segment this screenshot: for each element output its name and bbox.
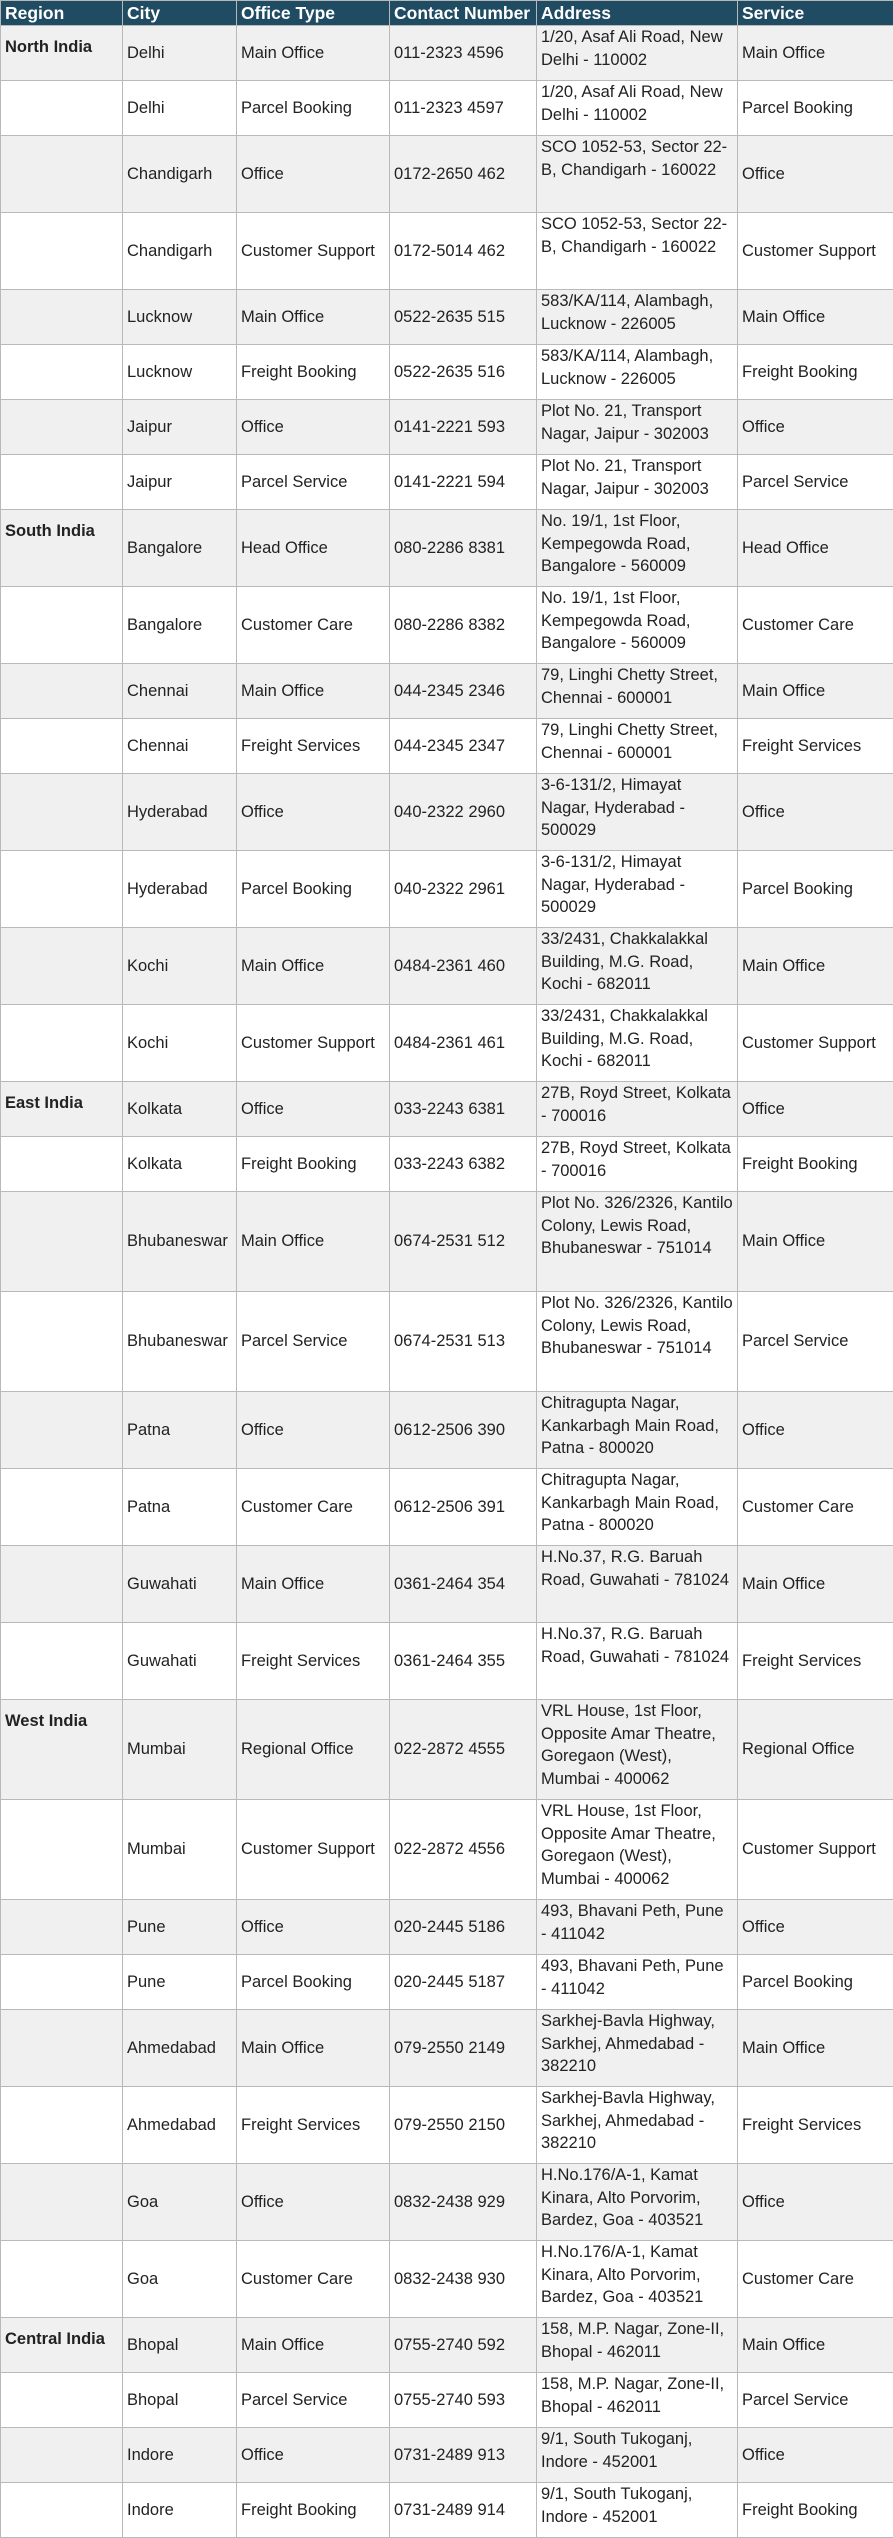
- table-row: [1, 1800, 893, 1900]
- office-type-cell: Regional Office: [237, 1700, 390, 1800]
- service-cell: Customer Support: [738, 1800, 893, 1900]
- header-service[interactable]: Service: [738, 1, 893, 26]
- city-cell: Hyderabad: [123, 851, 237, 928]
- table-row: [1, 1005, 893, 1082]
- service-cell: Customer Care: [738, 1469, 893, 1546]
- address-cell: 9/1, South Tukoganj, Indore - 452001: [537, 2483, 738, 2538]
- service-cell: Office: [738, 774, 893, 851]
- office-type-cell: Office: [237, 774, 390, 851]
- table-row: [1, 2373, 893, 2428]
- address-cell: Sarkhej-Bavla Highway, Sarkhej, Ahmedabad - 382210: [537, 2010, 738, 2087]
- service-cell: Head Office: [738, 510, 893, 587]
- city-cell: Bangalore: [123, 587, 237, 664]
- contact-number-cell: 079-2550 2149: [390, 2010, 537, 2087]
- service-cell: Customer Care: [738, 587, 893, 664]
- table-row: [1, 774, 893, 851]
- address-cell: Chitragupta Nagar, Kankarbagh Main Road, Patna - 800020: [537, 1392, 738, 1469]
- city-cell: Bhubaneswar: [123, 1192, 237, 1292]
- region-cell: [1, 1800, 123, 1900]
- office-type-cell: Customer Care: [237, 2241, 390, 2318]
- contact-number-cell: 0172-5014 462: [390, 213, 537, 290]
- address-cell: SCO 1052-53, Sector 22-B, Chandigarh - 160022: [537, 136, 738, 213]
- office-type-cell: Main Office: [237, 2318, 390, 2373]
- office-type-cell: Freight Services: [237, 1623, 390, 1700]
- service-cell: Customer Support: [738, 1005, 893, 1082]
- service-cell: Office: [738, 1900, 893, 1955]
- region-cell: [1, 1005, 123, 1082]
- table-row: [1, 2087, 893, 2164]
- header-region[interactable]: Region: [1, 1, 123, 26]
- region-cell: [1, 1546, 123, 1623]
- city-cell: Delhi: [123, 26, 237, 81]
- service-cell: Main Office: [738, 2010, 893, 2087]
- address-cell: 158, M.P. Nagar, Zone-II, Bhopal - 462011: [537, 2373, 738, 2428]
- region-cell: [1, 2241, 123, 2318]
- address-cell: VRL House, 1st Floor, Opposite Amar Theatre, Goregaon (West), Mumbai - 400062: [537, 1700, 738, 1800]
- city-cell: Mumbai: [123, 1800, 237, 1900]
- city-cell: Bhopal: [123, 2318, 237, 2373]
- contact-number-cell: 0484-2361 461: [390, 1005, 537, 1082]
- city-cell: Indore: [123, 2483, 237, 2538]
- service-cell: Regional Office: [738, 1700, 893, 1800]
- address-cell: 583/KA/114, Alambagh, Lucknow - 226005: [537, 345, 738, 400]
- table-row: [1, 1469, 893, 1546]
- city-cell: Patna: [123, 1469, 237, 1546]
- table-row: [1, 290, 893, 345]
- address-cell: 9/1, South Tukoganj, Indore - 452001: [537, 2428, 738, 2483]
- office-type-cell: Office: [237, 136, 390, 213]
- contact-number-cell: 0612-2506 391: [390, 1469, 537, 1546]
- region-cell: [1, 2483, 123, 2538]
- table-row: [1, 2428, 893, 2483]
- contact-number-cell: 079-2550 2150: [390, 2087, 537, 2164]
- office-type-cell: Office: [237, 1900, 390, 1955]
- office-type-cell: Customer Support: [237, 213, 390, 290]
- city-cell: Indore: [123, 2428, 237, 2483]
- city-cell: Pune: [123, 1900, 237, 1955]
- region-cell: [1, 2428, 123, 2483]
- contact-number-cell: 040-2322 2961: [390, 851, 537, 928]
- region-cell: [1, 2010, 123, 2087]
- header-contact-number[interactable]: Contact Number: [390, 1, 537, 26]
- office-type-cell: Parcel Booking: [237, 1955, 390, 2010]
- contact-number-cell: 0612-2506 390: [390, 1392, 537, 1469]
- city-cell: Kochi: [123, 1005, 237, 1082]
- city-cell: Guwahati: [123, 1546, 237, 1623]
- office-type-cell: Parcel Service: [237, 1292, 390, 1392]
- contact-number-cell: 022-2872 4555: [390, 1700, 537, 1800]
- region-cell: [1, 774, 123, 851]
- city-cell: Mumbai: [123, 1700, 237, 1800]
- office-type-cell: Parcel Service: [237, 2373, 390, 2428]
- contact-number-cell: 0755-2740 593: [390, 2373, 537, 2428]
- table-row: [1, 1700, 893, 1800]
- service-cell: Freight Booking: [738, 2483, 893, 2538]
- office-type-cell: Parcel Booking: [237, 851, 390, 928]
- contact-number-cell: 0141-2221 593: [390, 400, 537, 455]
- city-cell: Bhubaneswar: [123, 1292, 237, 1392]
- address-cell: SCO 1052-53, Sector 22-B, Chandigarh - 160022: [537, 213, 738, 290]
- address-cell: VRL House, 1st Floor, Opposite Amar Theatre, Goregaon (West), Mumbai - 400062: [537, 1800, 738, 1900]
- table-row: [1, 664, 893, 719]
- table-row: [1, 1137, 893, 1192]
- service-cell: Main Office: [738, 2318, 893, 2373]
- office-type-cell: Office: [237, 2164, 390, 2241]
- region-cell: [1, 1192, 123, 1292]
- address-cell: 3-6-131/2, Himayat Nagar, Hyderabad - 500029: [537, 774, 738, 851]
- contact-number-cell: 022-2872 4556: [390, 1800, 537, 1900]
- service-cell: Customer Support: [738, 213, 893, 290]
- contact-number-cell: 0484-2361 460: [390, 928, 537, 1005]
- region-cell: [1, 928, 123, 1005]
- office-type-cell: Main Office: [237, 26, 390, 81]
- region-cell: [1, 400, 123, 455]
- header-office-type[interactable]: Office Type: [237, 1, 390, 26]
- table-row: [1, 400, 893, 455]
- region-cell: [1, 1955, 123, 2010]
- address-cell: 33/2431, Chakkalakkal Building, M.G. Road, Kochi - 682011: [537, 1005, 738, 1082]
- region-cell: [1, 1392, 123, 1469]
- region-cell: [1, 664, 123, 719]
- city-cell: Pune: [123, 1955, 237, 2010]
- header-city[interactable]: City: [123, 1, 237, 26]
- table-row: [1, 1623, 893, 1700]
- address-cell: Plot No. 21, Transport Nagar, Jaipur - 302003: [537, 455, 738, 510]
- table-row: [1, 587, 893, 664]
- table-row: [1, 2010, 893, 2087]
- region-cell: [1, 1137, 123, 1192]
- city-cell: Patna: [123, 1392, 237, 1469]
- office-type-cell: Customer Care: [237, 587, 390, 664]
- service-cell: Main Office: [738, 1546, 893, 1623]
- service-cell: Parcel Service: [738, 455, 893, 510]
- table-row: [1, 213, 893, 290]
- service-cell: Office: [738, 1082, 893, 1137]
- city-cell: Lucknow: [123, 345, 237, 400]
- contact-number-cell: 0755-2740 592: [390, 2318, 537, 2373]
- office-type-cell: Customer Support: [237, 1005, 390, 1082]
- table-row: [1, 81, 893, 136]
- address-cell: Sarkhej-Bavla Highway, Sarkhej, Ahmedabad - 382210: [537, 2087, 738, 2164]
- city-cell: Bhopal: [123, 2373, 237, 2428]
- city-cell: Lucknow: [123, 290, 237, 345]
- service-cell: Office: [738, 136, 893, 213]
- address-cell: H.No.37, R.G. Baruah Road, Guwahati - 781024: [537, 1546, 738, 1623]
- office-type-cell: Main Office: [237, 290, 390, 345]
- address-cell: 1/20, Asaf Ali Road, New Delhi - 110002: [537, 81, 738, 136]
- city-cell: Chennai: [123, 719, 237, 774]
- city-cell: Kolkata: [123, 1137, 237, 1192]
- contact-number-cell: 033-2243 6382: [390, 1137, 537, 1192]
- table-row: [1, 851, 893, 928]
- office-type-cell: Head Office: [237, 510, 390, 587]
- contact-number-cell: 0361-2464 355: [390, 1623, 537, 1700]
- region-cell: [1, 213, 123, 290]
- city-cell: Jaipur: [123, 400, 237, 455]
- region-cell: [1, 851, 123, 928]
- address-cell: No. 19/1, 1st Floor, Kempegowda Road, Bangalore - 560009: [537, 587, 738, 664]
- office-type-cell: Freight Services: [237, 2087, 390, 2164]
- table-row: [1, 1900, 893, 1955]
- region-cell: Central India: [1, 2318, 123, 2373]
- office-type-cell: Main Office: [237, 1546, 390, 1623]
- table-row: [1, 510, 893, 587]
- contact-number-cell: 0731-2489 913: [390, 2428, 537, 2483]
- service-cell: Freight Services: [738, 1623, 893, 1700]
- contact-number-cell: 080-2286 8382: [390, 587, 537, 664]
- city-cell: Chennai: [123, 664, 237, 719]
- service-cell: Office: [738, 400, 893, 455]
- region-cell: [1, 81, 123, 136]
- service-cell: Office: [738, 1392, 893, 1469]
- city-cell: Kolkata: [123, 1082, 237, 1137]
- service-cell: Office: [738, 2164, 893, 2241]
- office-type-cell: Customer Care: [237, 1469, 390, 1546]
- region-cell: [1, 719, 123, 774]
- service-cell: Main Office: [738, 928, 893, 1005]
- contact-number-cell: 011-2323 4596: [390, 26, 537, 81]
- city-cell: Goa: [123, 2164, 237, 2241]
- contact-number-cell: 020-2445 5187: [390, 1955, 537, 2010]
- table-row: [1, 2318, 893, 2373]
- address-cell: Plot No. 21, Transport Nagar, Jaipur - 302003: [537, 400, 738, 455]
- region-cell: [1, 136, 123, 213]
- contact-number-cell: 0731-2489 914: [390, 2483, 537, 2538]
- office-type-cell: Office: [237, 400, 390, 455]
- service-cell: Freight Services: [738, 2087, 893, 2164]
- office-type-cell: Main Office: [237, 2010, 390, 2087]
- office-type-cell: Parcel Service: [237, 455, 390, 510]
- address-cell: 79, Linghi Chetty Street, Chennai - 600001: [537, 664, 738, 719]
- region-cell: [1, 290, 123, 345]
- address-cell: 79, Linghi Chetty Street, Chennai - 600001: [537, 719, 738, 774]
- region-cell: West India: [1, 1700, 123, 1800]
- contact-number-cell: 0674-2531 512: [390, 1192, 537, 1292]
- service-cell: Main Office: [738, 290, 893, 345]
- address-cell: Chitragupta Nagar, Kankarbagh Main Road, Patna - 800020: [537, 1469, 738, 1546]
- city-cell: Jaipur: [123, 455, 237, 510]
- contact-number-cell: 044-2345 2346: [390, 664, 537, 719]
- table-body: [1, 26, 893, 2538]
- address-cell: 27B, Royd Street, Kolkata - 700016: [537, 1137, 738, 1192]
- header-row: [1, 1, 893, 26]
- contact-number-cell: 044-2345 2347: [390, 719, 537, 774]
- city-cell: Kochi: [123, 928, 237, 1005]
- region-cell: [1, 2373, 123, 2428]
- table-row: [1, 1546, 893, 1623]
- table-row: [1, 1392, 893, 1469]
- table-row: [1, 2241, 893, 2318]
- address-cell: H.No.37, R.G. Baruah Road, Guwahati - 781024: [537, 1623, 738, 1700]
- contact-number-cell: 011-2323 4597: [390, 81, 537, 136]
- service-cell: Parcel Booking: [738, 851, 893, 928]
- office-type-cell: Main Office: [237, 1192, 390, 1292]
- region-cell: [1, 2164, 123, 2241]
- address-cell: 27B, Royd Street, Kolkata - 700016: [537, 1082, 738, 1137]
- contact-number-cell: 0172-2650 462: [390, 136, 537, 213]
- region-cell: East India: [1, 1082, 123, 1137]
- table-row: [1, 2483, 893, 2538]
- address-cell: 158, M.P. Nagar, Zone-II, Bhopal - 462011: [537, 2318, 738, 2373]
- contact-number-cell: 040-2322 2960: [390, 774, 537, 851]
- office-type-cell: Office: [237, 2428, 390, 2483]
- office-type-cell: Parcel Booking: [237, 81, 390, 136]
- table-row: [1, 455, 893, 510]
- city-cell: Chandigarh: [123, 136, 237, 213]
- office-type-cell: Main Office: [237, 928, 390, 1005]
- city-cell: Chandigarh: [123, 213, 237, 290]
- address-cell: Plot No. 326/2326, Kantilo Colony, Lewis Road, Bhubaneswar - 751014: [537, 1292, 738, 1392]
- table-row: [1, 1955, 893, 2010]
- address-cell: No. 19/1, 1st Floor, Kempegowda Road, Bangalore - 560009: [537, 510, 738, 587]
- city-cell: Delhi: [123, 81, 237, 136]
- address-cell: 33/2431, Chakkalakkal Building, M.G. Road, Kochi - 682011: [537, 928, 738, 1005]
- service-cell: Customer Care: [738, 2241, 893, 2318]
- address-cell: 583/KA/114, Alambagh, Lucknow - 226005: [537, 290, 738, 345]
- region-cell: [1, 455, 123, 510]
- service-cell: Office: [738, 2428, 893, 2483]
- contact-number-cell: 0522-2635 515: [390, 290, 537, 345]
- contact-number-cell: 0674-2531 513: [390, 1292, 537, 1392]
- office-type-cell: Freight Booking: [237, 1137, 390, 1192]
- region-cell: North India: [1, 26, 123, 81]
- address-cell: 1/20, Asaf Ali Road, New Delhi - 110002: [537, 26, 738, 81]
- service-cell: Main Office: [738, 1192, 893, 1292]
- contact-number-cell: 0522-2635 516: [390, 345, 537, 400]
- region-cell: [1, 1469, 123, 1546]
- contact-number-cell: 080-2286 8381: [390, 510, 537, 587]
- service-cell: Freight Services: [738, 719, 893, 774]
- contact-number-cell: 0832-2438 929: [390, 2164, 537, 2241]
- table-row: [1, 1082, 893, 1137]
- contact-number-cell: 033-2243 6381: [390, 1082, 537, 1137]
- region-cell: [1, 1900, 123, 1955]
- contact-number-cell: 0832-2438 930: [390, 2241, 537, 2318]
- table-row: [1, 2164, 893, 2241]
- office-type-cell: Freight Services: [237, 719, 390, 774]
- table-row: [1, 1292, 893, 1392]
- address-cell: 3-6-131/2, Himayat Nagar, Hyderabad - 500029: [537, 851, 738, 928]
- office-type-cell: Freight Booking: [237, 2483, 390, 2538]
- service-cell: Main Office: [738, 26, 893, 81]
- address-cell: 493, Bhavani Peth, Pune - 411042: [537, 1900, 738, 1955]
- service-cell: Parcel Service: [738, 2373, 893, 2428]
- service-cell: Parcel Service: [738, 1292, 893, 1392]
- service-cell: Parcel Booking: [738, 1955, 893, 2010]
- contact-number-cell: 0141-2221 594: [390, 455, 537, 510]
- contact-number-cell: 0361-2464 354: [390, 1546, 537, 1623]
- service-cell: Main Office: [738, 664, 893, 719]
- city-cell: Ahmedabad: [123, 2087, 237, 2164]
- table-row: [1, 1192, 893, 1292]
- table-row: [1, 345, 893, 400]
- city-cell: Hyderabad: [123, 774, 237, 851]
- table-row: [1, 136, 893, 213]
- region-cell: [1, 587, 123, 664]
- contact-number-cell: 020-2445 5186: [390, 1900, 537, 1955]
- service-cell: Freight Booking: [738, 1137, 893, 1192]
- region-cell: [1, 1292, 123, 1392]
- table-row: [1, 928, 893, 1005]
- region-cell: [1, 1623, 123, 1700]
- service-cell: Parcel Booking: [738, 81, 893, 136]
- office-type-cell: Freight Booking: [237, 345, 390, 400]
- table-row: [1, 719, 893, 774]
- address-cell: H.No.176/A-1, Kamat Kinara, Alto Porvorim, Bardez, Goa - 403521: [537, 2241, 738, 2318]
- city-cell: Guwahati: [123, 1623, 237, 1700]
- address-cell: H.No.176/A-1, Kamat Kinara, Alto Porvorim, Bardez, Goa - 403521: [537, 2164, 738, 2241]
- table-row: [1, 26, 893, 81]
- city-cell: Ahmedabad: [123, 2010, 237, 2087]
- office-type-cell: Office: [237, 1082, 390, 1137]
- header-address[interactable]: Address: [537, 1, 738, 26]
- address-cell: Plot No. 326/2326, Kantilo Colony, Lewis Road, Bhubaneswar - 751014: [537, 1192, 738, 1292]
- address-cell: 493, Bhavani Peth, Pune - 411042: [537, 1955, 738, 2010]
- office-type-cell: Main Office: [237, 664, 390, 719]
- office-type-cell: Customer Support: [237, 1800, 390, 1900]
- service-cell: Freight Booking: [738, 345, 893, 400]
- region-cell: [1, 2087, 123, 2164]
- city-cell: Goa: [123, 2241, 237, 2318]
- office-type-cell: Office: [237, 1392, 390, 1469]
- region-cell: [1, 345, 123, 400]
- region-cell: South India: [1, 510, 123, 587]
- city-cell: Bangalore: [123, 510, 237, 587]
